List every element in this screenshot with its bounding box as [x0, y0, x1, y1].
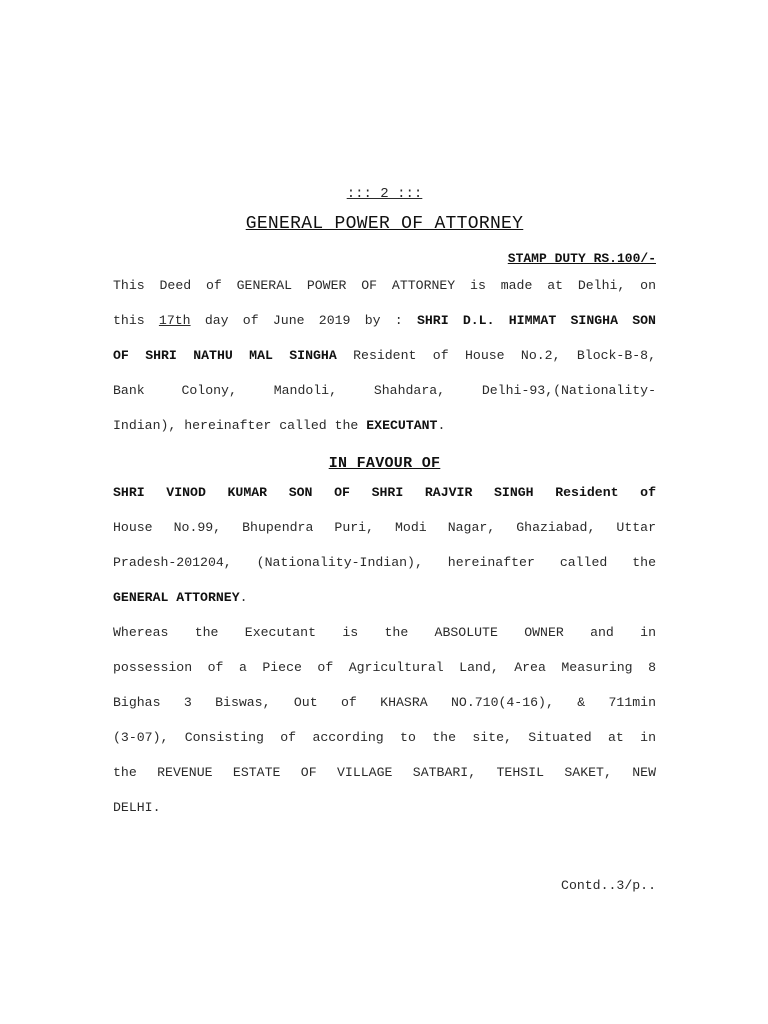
in-favour-of-heading: IN FAVOUR OF [328, 455, 441, 472]
whereas-line-6: DELHI. [113, 800, 161, 815]
whereas-line-4: (3-07), Consisting of according to the site, Situated at in [113, 730, 656, 745]
attorney-paragraph [113, 475, 656, 615]
executant-label: EXECUTANT [366, 418, 438, 433]
whereas-line-3: Bighas 3 Biswas, Out of KHASRA NO.710(4-16), & 711min [113, 695, 656, 710]
executant-name: SHRI D.L. HIMMAT SINGHA SON [416, 313, 656, 328]
deed-day: 17th [158, 313, 191, 328]
attorney-name: SHRI VINOD KUMAR SON OF SHRI RAJVIR SINGH Resident of [113, 485, 656, 500]
page-number: ::: 2 ::: [346, 186, 423, 202]
deed-line-2: this 17th day of June 2019 by : SHRI D.L. HIMMAT SINGHA SON [113, 313, 656, 328]
whereas-paragraph [113, 615, 656, 825]
whereas-line-5: the REVENUE ESTATE OF VILLAGE SATBARI, TEHSIL SAKET, NEW [113, 765, 656, 780]
attorney-line-2: House No.99, Bhupendra Puri, Modi Nagar, Ghaziabad, Uttar [113, 520, 656, 535]
deed-line-1: This Deed of GENERAL POWER OF ATTORNEY is made at Delhi, on [113, 278, 656, 293]
executant-father: OF SHRI NATHU MAL SINGHA [113, 348, 337, 363]
stamp-duty: STAMP DUTY RS.100/- [507, 251, 656, 266]
attorney-line-3: Pradesh-201204, (Nationality-Indian), hereinafter called the [113, 555, 656, 570]
attorney-line-4: GENERAL ATTORNEY. [113, 590, 248, 605]
whereas-line-1: Whereas the Executant is the ABSOLUTE OWNER and in [113, 625, 656, 640]
general-attorney-label: GENERAL ATTORNEY [113, 590, 240, 605]
whereas-line-2: possession of a Piece of Agricultural Land, Area Measuring 8 [113, 660, 656, 675]
attorney-line-1 [113, 475, 656, 510]
continued-note: Contd..3/p.. [561, 878, 656, 893]
deed-line-5: Indian), hereinafter called the EXECUTANT. [113, 418, 446, 433]
deed-paragraph [113, 268, 656, 443]
document-title: GENERAL POWER OF ATTORNEY [245, 214, 524, 234]
deed-line-3: OF SHRI NATHU MAL SINGHA Resident of House No.2, Block-B-8, [113, 348, 656, 363]
deed-line-4: Bank Colony, Mandoli, Shahdara, Delhi-93,(Nationality- [113, 383, 656, 398]
